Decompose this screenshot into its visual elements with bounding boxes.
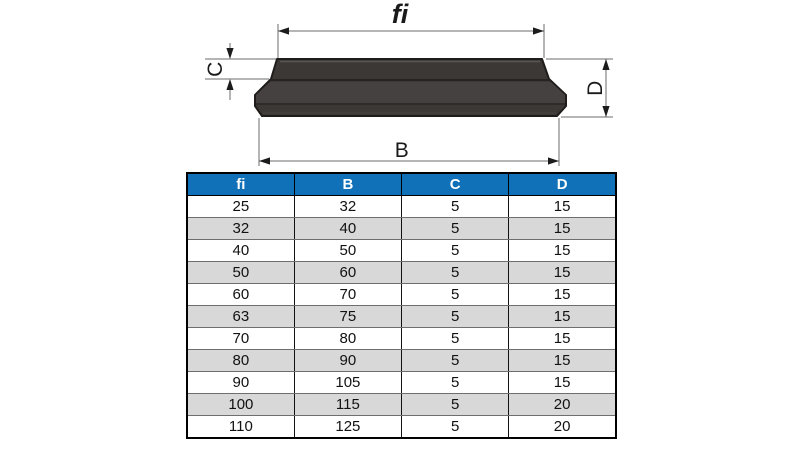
header-cell-b: B (294, 173, 401, 196)
table-cell: 15 (509, 240, 616, 262)
table-cell: 15 (509, 262, 616, 284)
table-cell: 5 (402, 328, 509, 350)
b-dimension-label: B (394, 139, 410, 162)
table-cell: 5 (402, 262, 509, 284)
table-row (187, 372, 616, 394)
header-cell-c: C (402, 173, 509, 196)
c-dimension-label: C (204, 61, 227, 77)
table-cell: 63 (187, 306, 294, 328)
header-cell-d: D (509, 173, 616, 196)
d-dimension-label: D (584, 80, 607, 96)
table-cell: 5 (402, 394, 509, 416)
fi-arrow-left (278, 27, 289, 34)
table-cell: 5 (402, 372, 509, 394)
part-cross-section (255, 59, 566, 116)
table-row (187, 218, 616, 240)
header-cell-fi: fi (187, 173, 294, 196)
table-row (187, 196, 616, 218)
table-cell: 20 (509, 416, 616, 439)
c-arrow-down (226, 48, 233, 59)
table-cell: 80 (187, 350, 294, 372)
table-cell: 32 (294, 196, 401, 218)
table-row (187, 306, 616, 328)
table-cell: 90 (187, 372, 294, 394)
table-cell: 90 (294, 350, 401, 372)
table-cell: 75 (294, 306, 401, 328)
d-arrow-down (602, 106, 609, 117)
table-cell: 70 (294, 284, 401, 306)
table-cell: 20 (509, 394, 616, 416)
table-row (187, 350, 616, 372)
table-cell: 15 (509, 350, 616, 372)
table-row (187, 328, 616, 350)
dimension-table (186, 172, 617, 439)
table-cell: 15 (509, 372, 616, 394)
table-cell: 50 (294, 240, 401, 262)
table-cell: 110 (187, 416, 294, 439)
table-cell: 105 (294, 372, 401, 394)
table-cell: 5 (402, 350, 509, 372)
table-row (187, 284, 616, 306)
dimension-table-body (187, 196, 616, 439)
b-arrow-right (548, 157, 559, 164)
table-header-row (187, 173, 616, 196)
table-cell: 40 (294, 218, 401, 240)
table-cell: 15 (509, 284, 616, 306)
fi-dimension (278, 24, 544, 58)
fi-arrow-right (533, 27, 544, 34)
table-cell: 5 (402, 284, 509, 306)
part-mid-band (256, 82, 565, 103)
dimension-table-head (187, 173, 616, 196)
table-row (187, 240, 616, 262)
table-cell: 15 (509, 328, 616, 350)
table-cell: 15 (509, 306, 616, 328)
table-row (187, 416, 616, 439)
table-cell: 115 (294, 394, 401, 416)
table-cell: 125 (294, 416, 401, 439)
table-cell: 80 (294, 328, 401, 350)
table-cell: 60 (294, 262, 401, 284)
table-cell: 100 (187, 394, 294, 416)
table-cell: 70 (187, 328, 294, 350)
table-cell: 5 (402, 416, 509, 439)
table-row (187, 262, 616, 284)
fi-dimension-label: fi (391, 0, 409, 29)
table-cell: 5 (402, 196, 509, 218)
d-arrow-up (602, 59, 609, 70)
c-arrow-up (226, 79, 233, 90)
technical-drawing (0, 0, 800, 172)
table-cell: 25 (187, 196, 294, 218)
table-cell: 5 (402, 218, 509, 240)
table-cell: 5 (402, 240, 509, 262)
table-cell: 15 (509, 196, 616, 218)
table-cell: 5 (402, 306, 509, 328)
table-row (187, 394, 616, 416)
table-cell: 40 (187, 240, 294, 262)
table-cell: 15 (509, 218, 616, 240)
b-arrow-left (259, 157, 270, 164)
table-cell: 60 (187, 284, 294, 306)
table-cell: 50 (187, 262, 294, 284)
table-cell: 32 (187, 218, 294, 240)
